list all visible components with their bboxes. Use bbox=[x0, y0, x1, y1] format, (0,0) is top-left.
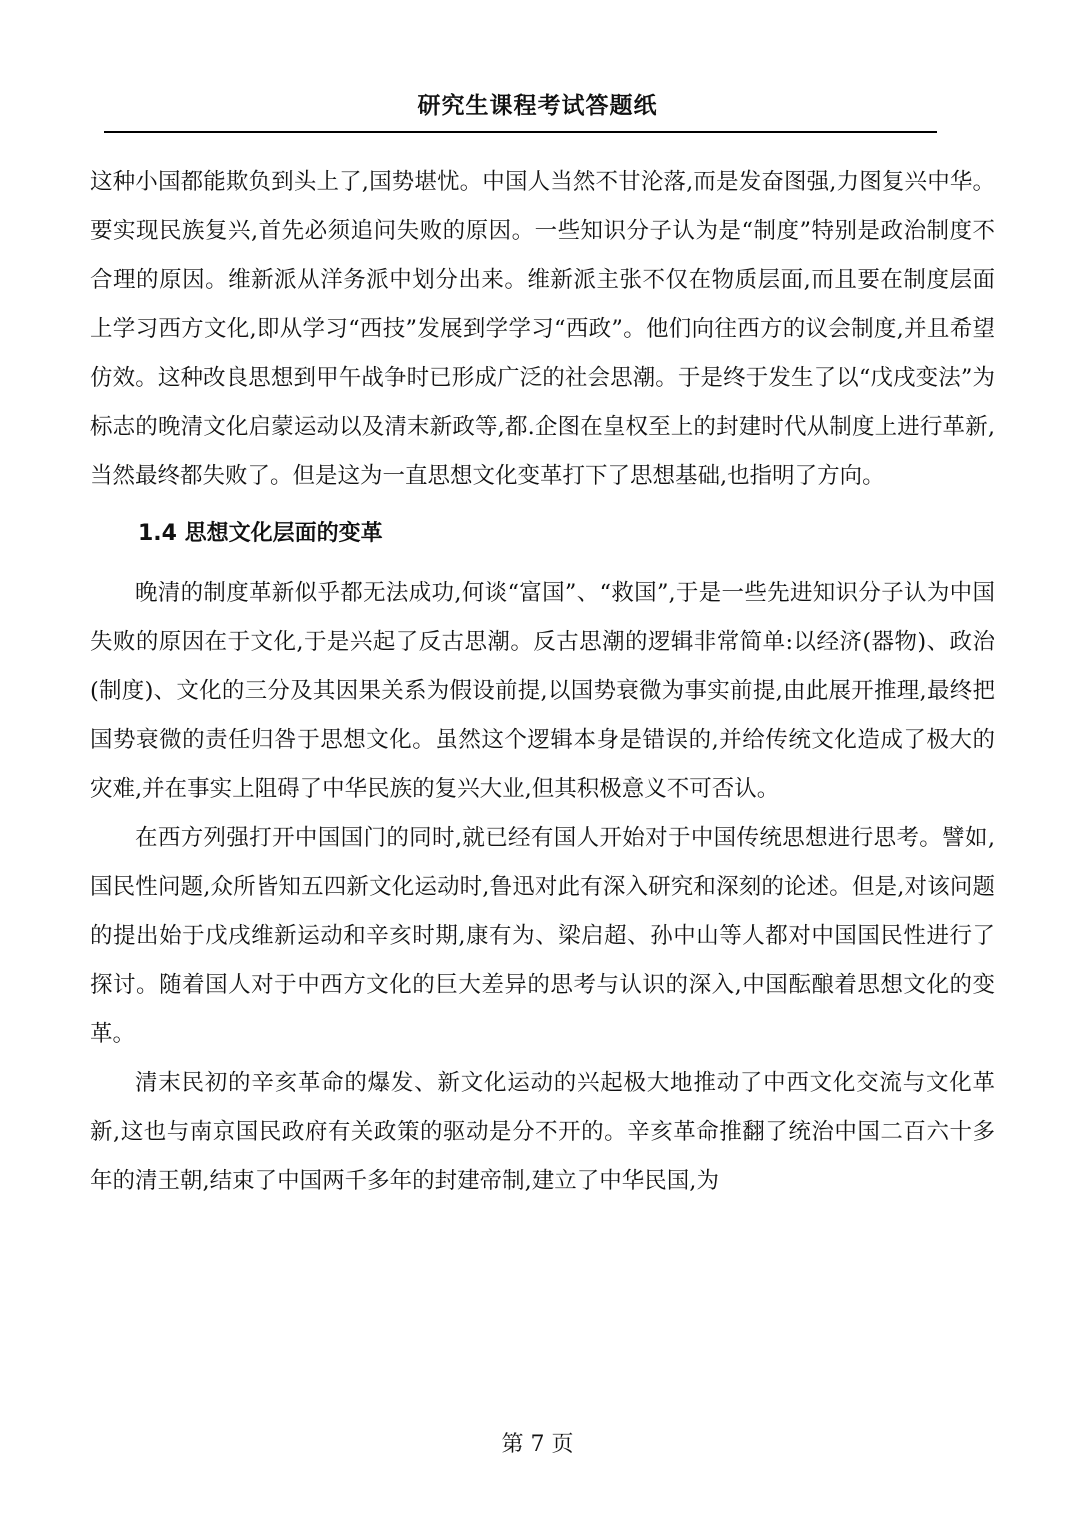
body-paragraph-2: 在西方列强打开中国国门的同时,就已经有国人开始对于中国传统思想进行思考。譬如,国民性问题,众所皆知五四新文化运动时,鲁迅对此有深入研究和深刻的论述。但是,对该问题的提出始于戊戌维新运动和辛亥时期,康有为、梁启超、孙中山等人都对中国国民性进行了探讨。随着国人对于中西方文化的巨大差异的思考与认识的深入,中国酝酿着思想文化的变革。 bbox=[90, 825, 995, 1047]
body-paragraph-1: 晚清的制度革新似乎都无法成功,何谈“富国”、“救国”,于是一些先进知识分子认为中国失败的原因在于文化,于是兴起了反古思潮。反古思潮的逻辑非常简单:以经济(器物)、政治(制度)、文化的三分及其因果关系为假设前提,以国势衰微为事实前提,由此展开推理,最终把国势衰微的责任归咎于思想文化。虽然这个逻辑本身是错误的,并给传统文化造成了极大的灾难,并在事实上阻碍了中华民族的复兴大业,但其积极意义不可否认。 bbox=[90, 580, 995, 802]
header-divider bbox=[104, 131, 937, 133]
page-number: 第 7 页 bbox=[501, 1432, 574, 1457]
body-paragraph-3: 清末民初的辛亥革命的爆发、新文化运动的兴起极大地推动了中西文化交流与文化革新,这也与南京国民政府有关政策的驱动是分不开的。辛亥革命推翻了统治中国二百六十多年的清王朝,结束了中国两千多年的封建帝制,建立了中华民国,为 bbox=[90, 1070, 995, 1194]
document-body bbox=[90, 158, 995, 1206]
intro-paragraph: 这种小国都能欺负到头上了,国势堪忧。中国人当然不甘沦落,而是发奋图强,力图复兴中华。要实现民族复兴,首先必须追问失败的原因。一些知识分子认为是“制度”特别是政治制度不合理的原因。维新派从洋务派中划分出来。维新派主张不仅在物质层面,而且要在制度层面上学习西方文化,即从学习“西技”发展到学学习“西政”。他们向往西方的议会制度,并且希望仿效。这种改良思想到甲午战争时已形成广泛的社会思潮。于是终于发生了以“戊戌变法”为标志的晚清文化启蒙运动以及清末新政等,都.企图在皇权至上的封建时代从制度上进行革新,当然最终都失败了。但是这为一直思想文化变革打下了思想基础,也指明了方向。 bbox=[90, 169, 995, 489]
section-heading: 1.4 思想文化层面的变革 bbox=[138, 521, 383, 546]
page-header-title: 研究生课程考试答题纸 bbox=[417, 93, 658, 119]
